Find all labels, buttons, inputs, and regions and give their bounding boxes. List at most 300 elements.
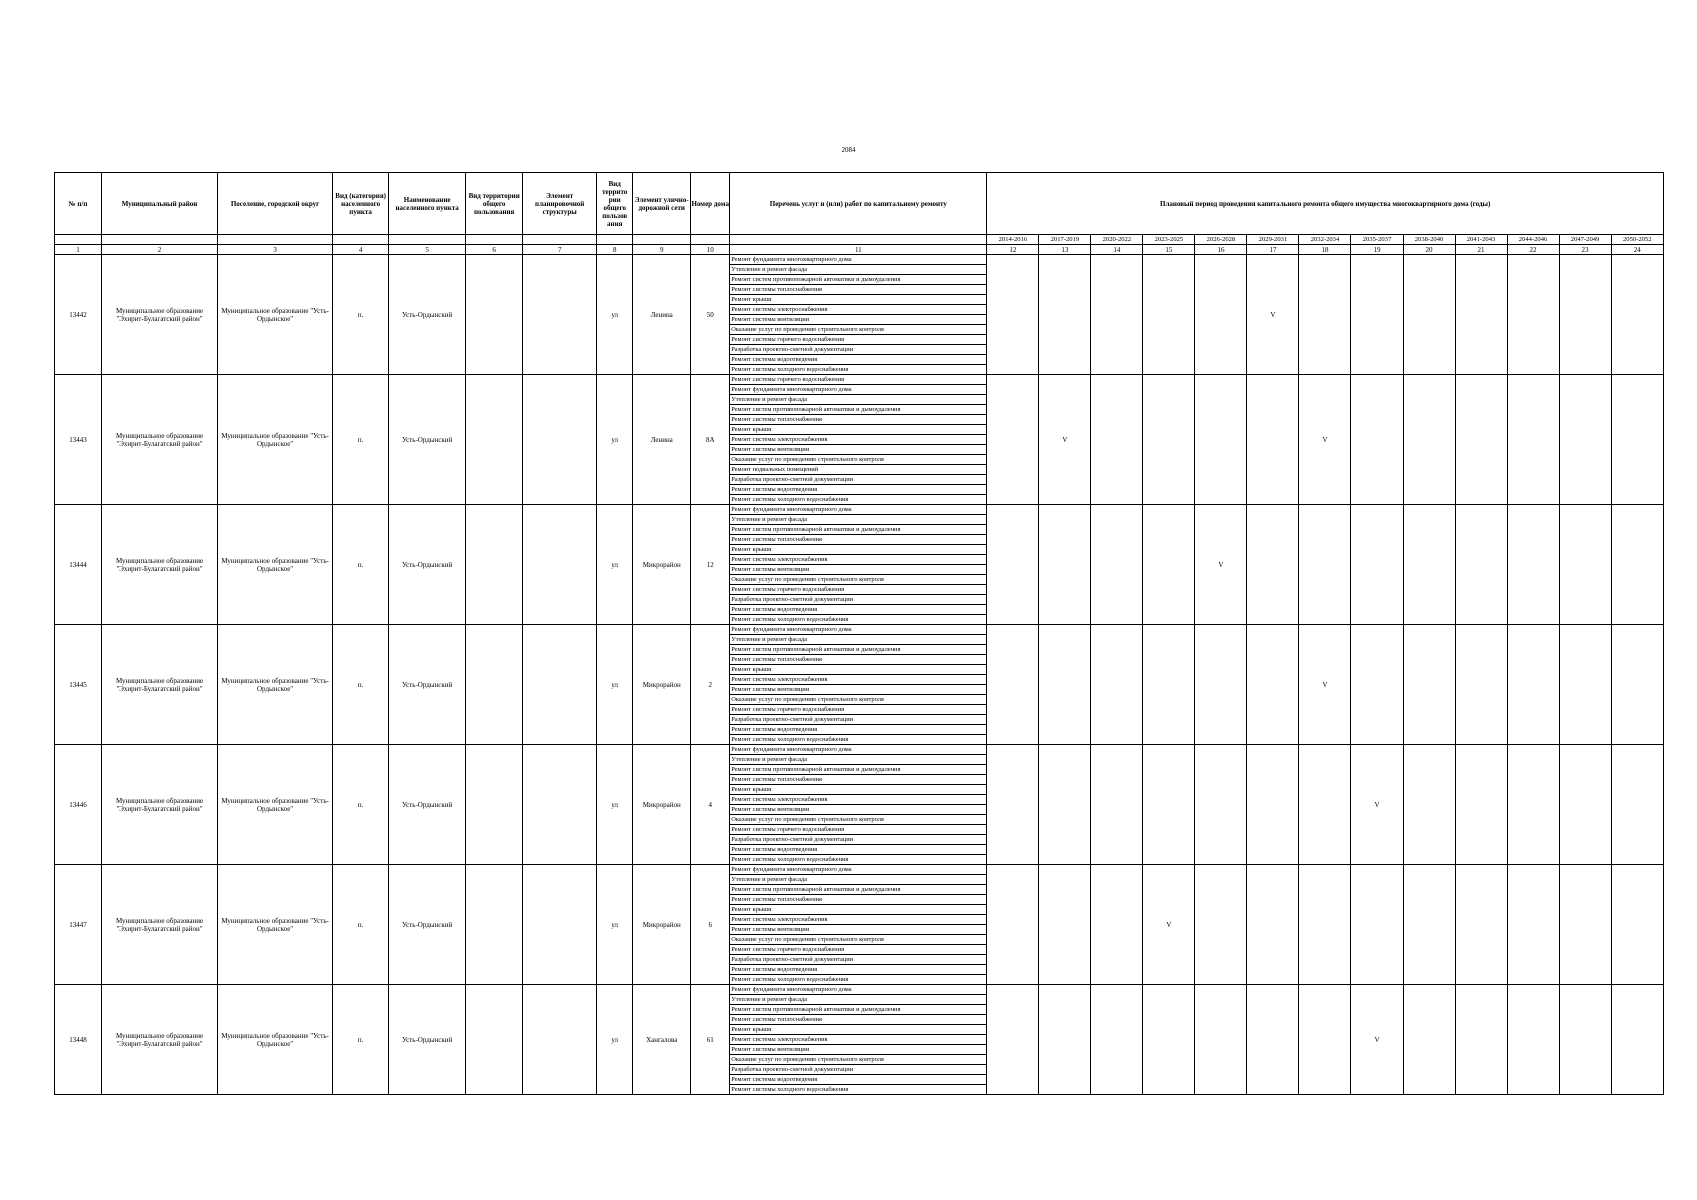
period-cell: [1039, 625, 1091, 745]
column-number: 20: [1403, 245, 1455, 255]
work-item: Ремонт системы электроснабжения: [730, 305, 986, 315]
period-cell: [1143, 625, 1195, 745]
row-works-list: [730, 985, 987, 1095]
work-item: Ремонт системы водоотведения: [730, 1075, 986, 1085]
work-item: Ремонт системы холодного водоснабжения: [731, 496, 849, 503]
row-street: Микрорайон: [633, 625, 691, 745]
period-cell: [1247, 505, 1299, 625]
work-item: Ремонт системы теплоснабжения: [730, 415, 986, 425]
row-locality-name: Усть-Ордынский: [389, 865, 466, 985]
header-col-10: Номер дома: [691, 173, 730, 235]
period-cell: [1091, 745, 1143, 865]
row-number: 13444: [55, 505, 102, 625]
work-item: Утепление и ремонт фасада: [730, 995, 986, 1005]
row-area-type: [466, 985, 523, 1095]
table-row: [55, 985, 1664, 1095]
work-item: Ремонт фундамента многоквартирного дома: [730, 255, 986, 265]
work-item: Ремонт системы холодного водоснабжения: [731, 856, 849, 863]
row-area-type: [466, 255, 523, 375]
period-cell: [1455, 375, 1507, 505]
work-item: Ремонт системы горячего водоснабжения: [730, 585, 986, 595]
work-item: Оказание услуг по проведению строительного контроля: [730, 695, 986, 705]
period-cell: [1403, 865, 1455, 985]
page-number: 2084: [841, 146, 856, 154]
column-number: 6: [466, 245, 523, 255]
row-district: Муниципальное образование "Эхирит-Булагатский район": [102, 505, 218, 625]
period-cell: [1247, 375, 1299, 505]
column-number: 4: [333, 245, 389, 255]
column-number: 14: [1091, 245, 1143, 255]
row-works-list: [730, 625, 987, 745]
row-locality-type: п.: [333, 505, 389, 625]
row-area-type: [466, 865, 523, 985]
row-number: 13442: [55, 255, 102, 375]
header-blank: [102, 235, 218, 245]
column-number: 19: [1351, 245, 1403, 255]
period-mark: V: [1143, 865, 1195, 985]
row-street-type: ул: [597, 255, 633, 375]
row-number: 13446: [55, 745, 102, 865]
period-cell: [1455, 865, 1507, 985]
header-blank: [633, 235, 691, 245]
period-cell: [1611, 865, 1663, 985]
work-item: Ремонт крыши: [730, 785, 986, 795]
column-number: 17: [1247, 245, 1299, 255]
row-plan-element: [523, 745, 597, 865]
period-cell: [1195, 375, 1247, 505]
work-item: Ремонт системы электроснабжения: [730, 795, 986, 805]
header-period: 2017-2019: [1039, 235, 1091, 245]
period-cell: [987, 255, 1039, 375]
row-house-number: 61: [691, 985, 730, 1095]
header-col-9: Элемент улично-дорожной сети: [633, 173, 691, 235]
column-number: 8: [597, 245, 633, 255]
row-settlement: Муниципальное образование "Усть-Ордынское": [218, 505, 333, 625]
work-item: Ремонт системы электроснабжения: [730, 435, 986, 445]
period-cell: [1611, 375, 1663, 505]
period-cell: [1351, 375, 1403, 505]
work-item: Ремонт фундамента многоквартирного дома: [730, 985, 986, 995]
row-locality-name: Усть-Ордынский: [389, 745, 466, 865]
period-cell: [1299, 505, 1351, 625]
period-cell: [1351, 865, 1403, 985]
row-street-type: ул: [597, 505, 633, 625]
period-cell: [1559, 255, 1611, 375]
column-number: 7: [523, 245, 597, 255]
header-period: 2029-2031: [1247, 235, 1299, 245]
row-plan-element: [523, 255, 597, 375]
row-area-type: [466, 375, 523, 505]
column-number: 1: [55, 245, 102, 255]
period-cell: [1611, 985, 1663, 1095]
column-number: 23: [1559, 245, 1611, 255]
work-item: Ремонт систем противопожарной автоматики и дымоудаления: [730, 765, 986, 775]
capital-repair-table: [54, 172, 1664, 1095]
work-item: Утепление и ремонт фасада: [730, 875, 986, 885]
work-item: Ремонт крыши: [730, 545, 986, 555]
period-cell: [987, 625, 1039, 745]
row-plan-element: [523, 375, 597, 505]
period-cell: [1195, 985, 1247, 1095]
work-item: Утепление и ремонт фасада: [730, 755, 986, 765]
work-item: Ремонт системы вентиляции: [730, 685, 986, 695]
row-settlement: Муниципальное образование "Усть-Ордынское": [218, 745, 333, 865]
work-item: Оказание услуг по проведению строительного контроля: [730, 455, 986, 465]
period-cell: [1299, 865, 1351, 985]
period-cell: [1455, 985, 1507, 1095]
work-item: Оказание услуг по проведению строительного контроля: [730, 1055, 986, 1065]
period-mark: V: [1039, 375, 1091, 505]
row-works-list: [730, 865, 987, 985]
header-blank: [389, 235, 466, 245]
work-item: Ремонт крыши: [730, 905, 986, 915]
row-settlement: Муниципальное образование "Усть-Ордынское": [218, 375, 333, 505]
work-item: Ремонт системы холодного водоснабжения: [731, 736, 849, 743]
row-number: 13447: [55, 865, 102, 985]
work-item: Ремонт системы теплоснабжения: [730, 285, 986, 295]
work-item: Ремонт системы электроснабжения: [730, 555, 986, 565]
column-number: 3: [218, 245, 333, 255]
period-cell: [1091, 985, 1143, 1095]
column-number: 16: [1195, 245, 1247, 255]
work-item: Ремонт системы теплоснабжения: [730, 535, 986, 545]
row-locality-name: Усть-Ордынский: [389, 505, 466, 625]
row-street: Хангалова: [633, 985, 691, 1095]
period-cell: [1507, 255, 1559, 375]
period-cell: [1143, 375, 1195, 505]
row-locality-name: Усть-Ордынский: [389, 255, 466, 375]
row-plan-element: [523, 505, 597, 625]
header-col-2: Муниципальный район: [102, 173, 218, 235]
header-period: 2020-2022: [1091, 235, 1143, 245]
row-street: Микрорайон: [633, 505, 691, 625]
period-cell: [1143, 985, 1195, 1095]
row-settlement: Муниципальное образование "Усть-Ордынское": [218, 985, 333, 1095]
work-item: Ремонт системы вентиляции: [730, 565, 986, 575]
work-item: Ремонт системы водоотведения: [730, 965, 986, 975]
work-item: Разработка проектно-сметной документации: [730, 835, 986, 845]
period-cell: [1403, 985, 1455, 1095]
period-cell: [1091, 375, 1143, 505]
header-period: 2044-2046: [1507, 235, 1559, 245]
work-item: Разработка проектно-сметной документации: [730, 715, 986, 725]
work-item: Ремонт системы холодного водоснабжения: [731, 616, 849, 623]
row-street-type: ул: [597, 865, 633, 985]
period-mark: V: [1247, 255, 1299, 375]
work-item: Разработка проектно-сметной документации: [730, 345, 986, 355]
row-house-number: 12: [691, 505, 730, 625]
table-row: [55, 625, 1664, 745]
table-row: [55, 255, 1664, 375]
work-item: Утепление и ремонт фасада: [730, 265, 986, 275]
period-cell: [1143, 505, 1195, 625]
period-cell: [1039, 255, 1091, 375]
row-locality-name: Усть-Ордынский: [389, 625, 466, 745]
row-settlement: Муниципальное образование "Усть-Ордынское": [218, 865, 333, 985]
work-item: Ремонт системы водоотведения: [730, 845, 986, 855]
header-period: 2035-2037: [1351, 235, 1403, 245]
period-cell: [1455, 745, 1507, 865]
header-col-4: Вид (категория) населенного пункта: [333, 173, 389, 235]
period-cell: [1039, 505, 1091, 625]
row-works-list: [730, 375, 987, 505]
row-locality-name: Усть-Ордынский: [389, 375, 466, 505]
work-item: Ремонт системы водоотведения: [730, 355, 986, 365]
period-mark: V: [1351, 985, 1403, 1095]
row-house-number: 50: [691, 255, 730, 375]
row-locality-name: Усть-Ордынский: [389, 985, 466, 1095]
header-period: 2026-2028: [1195, 235, 1247, 245]
header-period-title: Плановый период проведения капитального ремонта общего имущества многоквартирного дома (годы): [987, 173, 1664, 235]
period-cell: [1559, 375, 1611, 505]
header-period: 2047-2049: [1559, 235, 1611, 245]
period-cell: [1299, 985, 1351, 1095]
work-item: Разработка проектно-сметной документации: [730, 1065, 986, 1075]
header-period: 2032-2034: [1299, 235, 1351, 245]
period-cell: [1351, 625, 1403, 745]
period-cell: [1143, 255, 1195, 375]
row-street: Ленина: [633, 255, 691, 375]
row-number: 13445: [55, 625, 102, 745]
period-cell: [1039, 745, 1091, 865]
period-cell: [1195, 255, 1247, 375]
row-street-type: ул: [597, 625, 633, 745]
work-item: Оказание услуг по проведению строительного контроля: [730, 325, 986, 335]
period-cell: [1039, 865, 1091, 985]
period-cell: [1559, 505, 1611, 625]
row-street: Микрорайон: [633, 865, 691, 985]
period-cell: [1507, 865, 1559, 985]
row-street-type: ул: [597, 985, 633, 1095]
period-mark: V: [1299, 375, 1351, 505]
period-mark: V: [1299, 625, 1351, 745]
row-plan-element: [523, 865, 597, 985]
work-item: Ремонт системы теплоснабжения: [730, 775, 986, 785]
row-number: 13448: [55, 985, 102, 1095]
row-district: Муниципальное образование "Эхирит-Булагатский район": [102, 985, 218, 1095]
column-number: 24: [1611, 245, 1663, 255]
row-locality-type: п.: [333, 625, 389, 745]
work-item: Ремонт систем противопожарной автоматики и дымоудаления: [730, 525, 986, 535]
work-item: Ремонт системы горячего водоснабжения: [730, 825, 986, 835]
period-cell: [1507, 625, 1559, 745]
work-item: Оказание услуг по проведению строительного контроля: [730, 935, 986, 945]
period-cell: [987, 375, 1039, 505]
row-street: Микрорайон: [633, 745, 691, 865]
work-item: Ремонт систем противопожарной автоматики и дымоудаления: [730, 885, 986, 895]
header-blank: [523, 235, 597, 245]
column-number: 15: [1143, 245, 1195, 255]
header-col-1: № п/п: [55, 173, 102, 235]
period-cell: [1195, 625, 1247, 745]
header-col-5: Наименование населенного пункта: [389, 173, 466, 235]
row-street-type: ул: [597, 375, 633, 505]
period-cell: [1455, 505, 1507, 625]
period-cell: [987, 865, 1039, 985]
header-col-6: Вид территории общего пользования: [466, 173, 523, 235]
work-item: Ремонт системы электроснабжения: [730, 675, 986, 685]
work-item: Утепление и ремонт фасада: [730, 395, 986, 405]
work-item: Ремонт фундамента многоквартирного дома: [730, 745, 986, 755]
work-item: Ремонт систем противопожарной автоматики и дымоудаления: [730, 1005, 986, 1015]
period-cell: [1091, 255, 1143, 375]
row-works-list: [730, 505, 987, 625]
row-locality-type: п.: [333, 375, 389, 505]
work-item: Ремонт системы теплоснабжения: [730, 895, 986, 905]
header-blank: [597, 235, 633, 245]
period-cell: [1247, 985, 1299, 1095]
period-cell: [1403, 625, 1455, 745]
table-row: [55, 375, 1664, 505]
period-cell: [987, 985, 1039, 1095]
period-cell: [987, 505, 1039, 625]
period-mark: V: [1351, 745, 1403, 865]
column-number: 21: [1455, 245, 1507, 255]
row-house-number: 4: [691, 745, 730, 865]
row-district: Муниципальное образование "Эхирит-Булагатский район": [102, 375, 218, 505]
work-item: Утепление и ремонт фасада: [730, 635, 986, 645]
work-item: Ремонт системы теплоснабжения: [730, 655, 986, 665]
work-item: Ремонт систем противопожарной автоматики и дымоудаления: [730, 405, 986, 415]
period-mark: V: [1195, 505, 1247, 625]
period-cell: [1143, 745, 1195, 865]
row-locality-type: п.: [333, 865, 389, 985]
header-period: 2038-2040: [1403, 235, 1455, 245]
work-item: Ремонт фундамента многоквартирного дома: [730, 385, 986, 395]
row-street: Ленина: [633, 375, 691, 505]
work-item: Ремонт крыши: [730, 665, 986, 675]
work-item: Ремонт системы теплоснабжения: [730, 1015, 986, 1025]
table-row: [55, 865, 1664, 985]
row-locality-type: п.: [333, 255, 389, 375]
header-period: 2050-2052: [1611, 235, 1663, 245]
column-number: 9: [633, 245, 691, 255]
period-cell: [1507, 985, 1559, 1095]
period-cell: [1559, 865, 1611, 985]
work-item: Ремонт системы вентиляции: [730, 925, 986, 935]
period-cell: [1403, 505, 1455, 625]
header-blank: [730, 235, 987, 245]
row-district: Муниципальное образование "Эхирит-Булагатский район": [102, 625, 218, 745]
row-street-type: ул: [597, 745, 633, 865]
header-blank: [333, 235, 389, 245]
table-row: [55, 745, 1664, 865]
period-cell: [1247, 625, 1299, 745]
work-item: Ремонт системы горячего водоснабжения: [730, 335, 986, 345]
work-item: Ремонт системы вентиляции: [730, 805, 986, 815]
header-blank: [691, 235, 730, 245]
period-cell: [1403, 255, 1455, 375]
period-cell: [1455, 625, 1507, 745]
period-cell: [1091, 625, 1143, 745]
column-number: 12: [987, 245, 1039, 255]
work-item: Ремонт системы водоотведения: [730, 485, 986, 495]
work-item: Оказание услуг по проведению строительного контроля: [730, 815, 986, 825]
work-item: Ремонт систем противопожарной автоматики и дымоудаления: [730, 275, 986, 285]
column-number: 11: [730, 245, 987, 255]
work-item: Ремонт крыши: [730, 295, 986, 305]
work-item: Ремонт системы холодного водоснабжения: [731, 1086, 849, 1093]
work-item: Разработка проектно-сметной документации: [730, 475, 986, 485]
period-cell: [1507, 505, 1559, 625]
period-cell: [1507, 745, 1559, 865]
row-works-list: [730, 255, 987, 375]
row-settlement: Муниципальное образование "Усть-Ордынское": [218, 625, 333, 745]
header-period: 2041-2043: [1455, 235, 1507, 245]
row-house-number: 6: [691, 865, 730, 985]
work-item: Ремонт системы холодного водоснабжения: [731, 976, 849, 983]
header-period: 2023-2025: [1143, 235, 1195, 245]
work-item: Ремонт фундамента многоквартирного дома: [730, 625, 986, 635]
row-district: Муниципальное образование "Эхирит-Булагатский район": [102, 745, 218, 865]
period-cell: [1351, 255, 1403, 375]
header-blank: [55, 235, 102, 245]
period-cell: [1299, 255, 1351, 375]
work-item: Ремонт системы вентиляции: [730, 445, 986, 455]
work-item: Ремонт подвальных помещений: [730, 465, 986, 475]
period-cell: [1455, 255, 1507, 375]
work-item: Оказание услуг по проведению строительного контроля: [730, 575, 986, 585]
row-settlement: Муниципальное образование "Усть-Ордынское": [218, 255, 333, 375]
work-item: Ремонт системы горячего водоснабжения: [730, 945, 986, 955]
row-locality-type: п.: [333, 985, 389, 1095]
work-item: Разработка проектно-сметной документации: [730, 955, 986, 965]
work-item: Ремонт системы холодного водоснабжения: [731, 366, 849, 373]
row-area-type: [466, 625, 523, 745]
column-number: 2: [102, 245, 218, 255]
period-cell: [1611, 255, 1663, 375]
header-period: 2014-2016: [987, 235, 1039, 245]
header-col-11: Перечень услуг и (или) работ по капитальному ремонту: [730, 173, 987, 235]
work-item: Ремонт системы электроснабжения: [730, 1035, 986, 1045]
row-works-list: [730, 745, 987, 865]
header-col-3: Поселение, городской округ: [218, 173, 333, 235]
period-cell: [1247, 865, 1299, 985]
work-item: Ремонт системы вентиляции: [730, 315, 986, 325]
period-cell: [1351, 505, 1403, 625]
work-item: Утепление и ремонт фасада: [730, 515, 986, 525]
column-number: 18: [1299, 245, 1351, 255]
work-item: Ремонт системы горячего водоснабжения: [730, 705, 986, 715]
row-number: 13443: [55, 375, 102, 505]
period-cell: [1403, 745, 1455, 865]
header-col-7: Элемент планировочной структуры: [523, 173, 597, 235]
row-plan-element: [523, 985, 597, 1095]
row-house-number: 8А: [691, 375, 730, 505]
row-house-number: 2: [691, 625, 730, 745]
work-item: Ремонт крыши: [730, 1025, 986, 1035]
period-cell: [1247, 745, 1299, 865]
period-cell: [1299, 745, 1351, 865]
period-cell: [1091, 865, 1143, 985]
column-number: 10: [691, 245, 730, 255]
column-number: 22: [1507, 245, 1559, 255]
work-item: Ремонт систем противопожарной автоматики и дымоудаления: [730, 645, 986, 655]
work-item: Ремонт системы водоотведения: [730, 605, 986, 615]
period-cell: [1039, 985, 1091, 1095]
row-plan-element: [523, 625, 597, 745]
work-item: Ремонт системы вентиляции: [730, 1045, 986, 1055]
period-cell: [1195, 745, 1247, 865]
column-number: 13: [1039, 245, 1091, 255]
period-cell: [1559, 745, 1611, 865]
period-cell: [1403, 375, 1455, 505]
period-cell: [1507, 375, 1559, 505]
header-blank: [466, 235, 523, 245]
work-item: Ремонт системы электроснабжения: [730, 915, 986, 925]
column-number: 5: [389, 245, 466, 255]
work-item: Ремонт фундамента многоквартирного дома: [730, 865, 986, 875]
